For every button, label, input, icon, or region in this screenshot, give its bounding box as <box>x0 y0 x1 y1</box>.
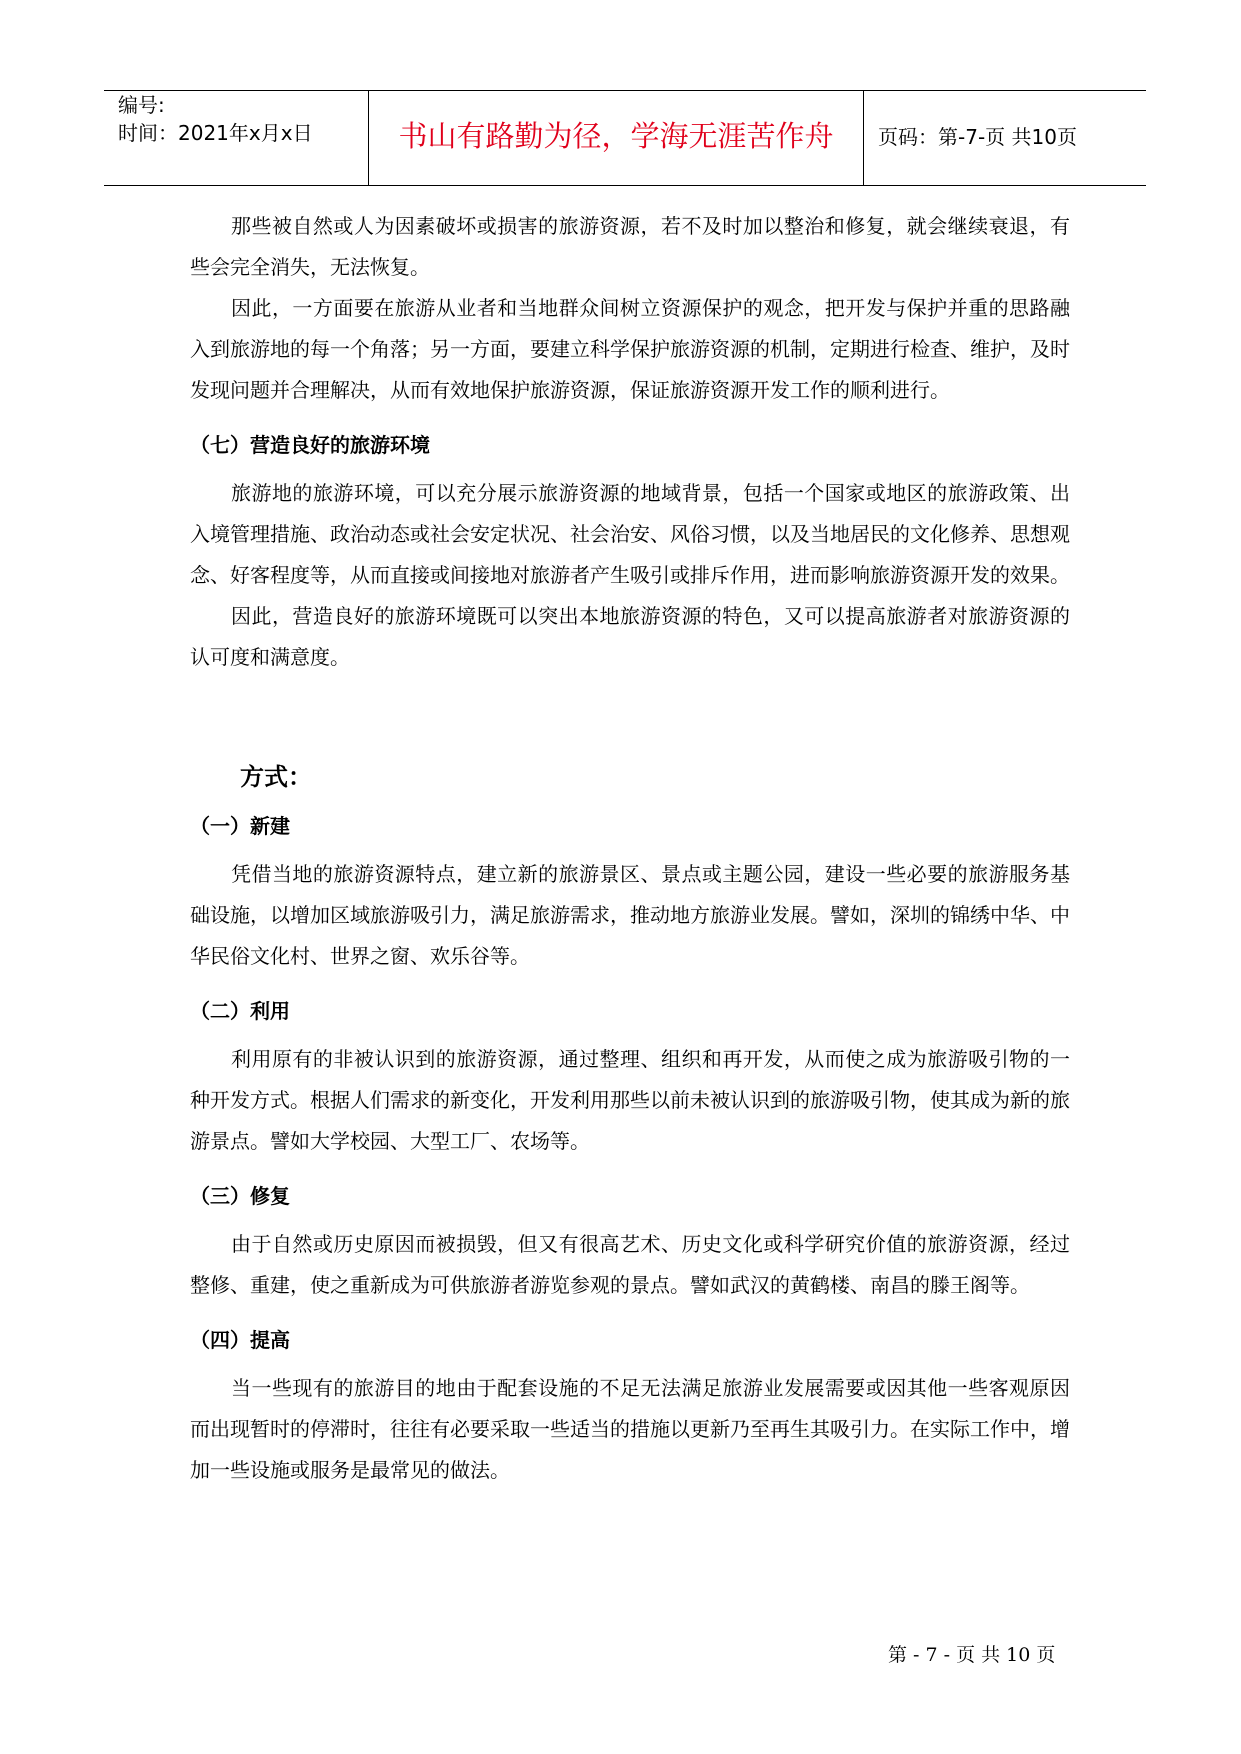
serial-label: 编号: <box>118 93 165 117</box>
methods-heading: 方式： <box>240 763 312 791</box>
paragraph: 那些被自然或人为因素破坏或损害的旅游资源，若不及时加以整治和修复，就会继续衰退，有些会完全消失，无法恢复。 <box>190 214 1070 279</box>
paragraph: 因此，一方面要在旅游从业者和当地群众间树立资源保护的观念，把开发与保护并重的思路融入到旅游地的每一个角落；另一方面，要建立科学保护旅游资源的机制，定期进行检查、维护，及时发现问题并合理解决，从而有效地保护旅游资源，保证旅游资源开发工作的顺利进行。 <box>190 296 1070 402</box>
section-heading: （七）营造良好的旅游环境 <box>190 433 430 457</box>
page-footer: 第 - 7 - 页 共 10 页 <box>888 1644 1056 1666</box>
paragraph: 凭借当地的旅游资源特点，建立新的旅游景区、景点或主题公园，建设一些必要的旅游服务基础设施，以增加区域旅游吸引力，满足旅游需求，推动地方旅游业发展。譬如，深圳的锦绣中华、中华民俗文化村、世界之窗、欢乐谷等。 <box>190 862 1070 968</box>
section-heading: （二）利用 <box>190 999 290 1023</box>
page-info: 页码：第-7-页 共10页 <box>878 125 1077 149</box>
document-header <box>104 90 1146 186</box>
section-heading: （三）修复 <box>190 1184 290 1208</box>
header-motto-cell <box>368 91 864 185</box>
paragraph: 利用原有的非被认识到的旅游资源，通过整理、组织和再开发，从而使之成为旅游吸引物的一种开发方式。根据人们需求的新变化，开发利用那些以前未被认识到的旅游吸引物，使其成为新的旅游景点。譬如大学校园、大型工厂、农场等。 <box>190 1047 1070 1153</box>
header-meta-cell <box>104 91 368 185</box>
paragraph: 由于自然或历史原因而被损毁，但又有很高艺术、历史文化或科学研究价值的旅游资源，经过整修、重建，使之重新成为可供旅游者游览参观的景点。譬如武汉的黄鹤楼、南昌的滕王阁等。 <box>190 1232 1070 1297</box>
section-heading: （一）新建 <box>190 814 290 838</box>
motto-text: 书山有路勤为径，学海无涯苦作舟 <box>398 119 834 153</box>
document-body <box>190 206 1070 1491</box>
paragraph: 当一些现有的旅游目的地由于配套设施的不足无法满足旅游业发展需要或因其他一些客观原因而出现暂时的停滞时，往往有必要采取一些适当的措施以更新乃至再生其吸引力。在实际工作中，增加一些设施或服务是最常见的做法。 <box>190 1376 1070 1482</box>
header-page-cell <box>864 91 1146 185</box>
section-heading: （四）提高 <box>190 1328 290 1352</box>
paragraph: 因此，营造良好的旅游环境既可以突出本地旅游资源的特色，又可以提高旅游者对旅游资源的认可度和满意度。 <box>190 604 1070 669</box>
time-label: 时间：2021年x月x日 <box>118 121 313 145</box>
paragraph: 旅游地的旅游环境，可以充分展示旅游资源的地域背景，包括一个国家或地区的旅游政策、出入境管理措施、政治动态或社会安定状况、社会治安、风俗习惯，以及当地居民的文化修养、思想观念、好客程度等，从而直接或间接地对旅游者产生吸引或排斥作用，进而影响旅游资源开发的效果。 <box>190 481 1070 587</box>
